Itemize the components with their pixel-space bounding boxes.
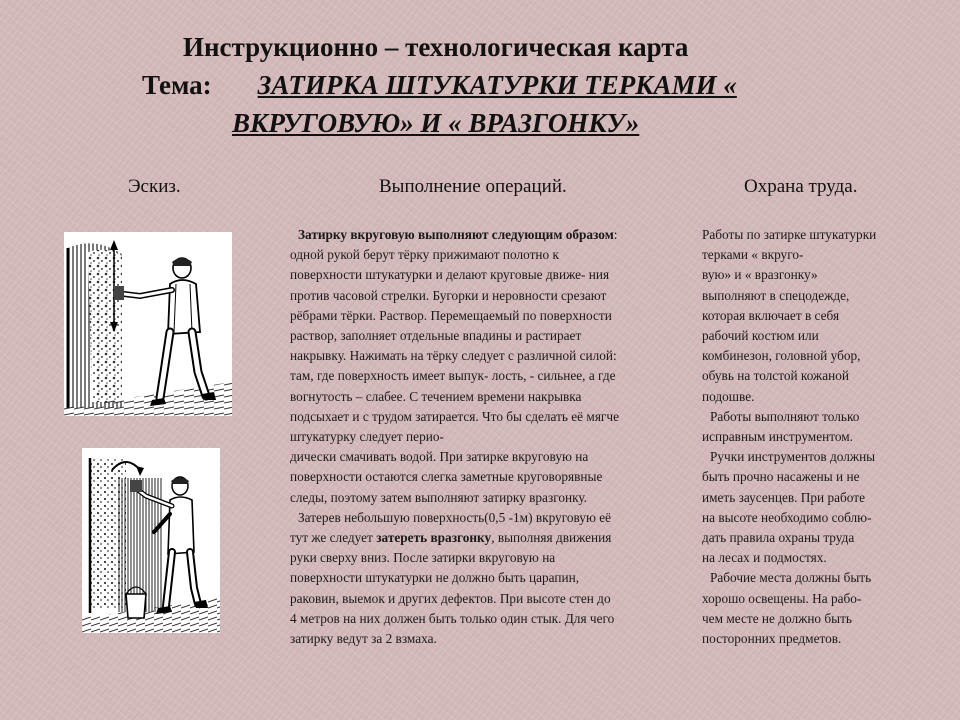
safety-line: подошве. xyxy=(702,388,755,404)
safety-line: выполняют в спецодежде, xyxy=(702,287,850,303)
operations-line: затирку ведут за 2 взмаха. xyxy=(290,631,437,647)
column-header-operations: Выполнение операций. xyxy=(379,176,567,197)
operations-line: руки сверху вниз. После затирки вкруговую на xyxy=(290,550,556,566)
operations-paragraph-1-head: Затирку вкруговую выполняют следующим образом: xyxy=(298,227,618,242)
safety-line: Рабочие места должны быть xyxy=(710,570,872,586)
safety-line: Работы по затирке штукатурки xyxy=(702,227,877,242)
safety-line: иметь заусенцев. При работе xyxy=(702,489,865,505)
column-header-safety: Охрана труда. xyxy=(744,176,858,197)
page-title: Инструкционно – технологическая карта xyxy=(183,32,689,62)
operations-line: там, где поверхность имеет выпук- лость, - сильнее, а где xyxy=(290,368,616,384)
safety-line: рабочий костюм или xyxy=(702,328,819,344)
safety-line: терками « вкруго- xyxy=(702,247,804,263)
column-header-sketch: Эскиз. xyxy=(128,176,181,197)
safety-line: которая включает в себя xyxy=(702,307,840,323)
operations-line: раствор, заполняет отдельные впадины и растирает xyxy=(290,328,582,344)
safety-line: комбинезон, головной убор, xyxy=(702,348,861,364)
safety-line: чем месте не должно быть xyxy=(702,610,852,626)
operations-line: поверхности штукатурки и делают круговые движе- ния xyxy=(290,267,610,283)
safety-line: на лесах и подмостях. xyxy=(702,550,827,566)
safety-line: вую» и « вразгонку» xyxy=(702,267,818,283)
sketch-vertical-rubbing-drawing xyxy=(82,448,220,633)
safety-line: хорошо освещены. На рабо- xyxy=(702,590,862,606)
operations-line: раковин, выемок и других дефектов. При высоте стен до xyxy=(290,590,611,606)
topic-line xyxy=(142,70,737,101)
operations-text xyxy=(290,225,690,649)
operations-bold-lead: Затирку вкруговую выполняют следующим образом xyxy=(298,227,614,242)
operations-line: одной рукой берут тёрку прижимают полотно к xyxy=(290,247,559,263)
sketch-circular-rubbing-drawing xyxy=(64,232,232,416)
operations-line: рёбрами тёрки. Раствор. Перемещаемый по поверхности xyxy=(290,307,612,323)
safety-line: быть прочно насажены и не xyxy=(702,469,860,485)
operations-line: следы, поэтому затем выполняют затирку вразгонку. xyxy=(290,489,587,505)
operations-paragraph-2-head: Затерев небольшую поверхность(0,5 -1м) вкруговую её xyxy=(298,509,612,525)
sketch-vertical-rubbing xyxy=(82,448,220,633)
safety-line: посторонних предметов. xyxy=(702,631,842,647)
operations-line-mixed: тут же следует затереть вразгонку, выполняя движения xyxy=(290,530,612,546)
safety-text xyxy=(702,225,932,649)
safety-line: дать правила охраны труда xyxy=(702,530,855,546)
topic-label: Тема: xyxy=(142,70,212,100)
topic-text-part1: ЗАТИРКА ШТУКАТУРКИ ТЕРКАМИ « xyxy=(257,70,737,100)
safety-line: исправным инструментом. xyxy=(702,429,854,445)
sketch-circular-rubbing xyxy=(64,232,232,416)
operations-line: подсыхает и с трудом затирается. Что бы сделать её мягче xyxy=(290,408,619,424)
operations-line: вогнутость – слабее. С течением времени накрывка xyxy=(290,388,582,404)
topic-text-part2: ВКРУГОВУЮ» И « ВРАЗГОНКУ» xyxy=(232,108,640,138)
safety-line: обувь на толстой кожаной xyxy=(702,368,850,384)
operations-line: дически смачивать водой. При затирке вкруговую на xyxy=(290,449,589,465)
operations-line: штукатурку следует перио- xyxy=(290,429,444,445)
safety-line: Работы выполняют только xyxy=(710,408,860,424)
safety-line: на высоте необходимо соблю- xyxy=(702,509,872,525)
operations-line: 4 метров на них должен быть только один стык. Для чего xyxy=(290,610,615,626)
operations-line: накрывку. Нажимать на тёрку следует с различной силой: xyxy=(290,348,617,364)
operations-line: против часовой стрелки. Бугорки и неровности срезают xyxy=(290,287,607,303)
operations-line: поверхности остаются слегка заметные круговорявные xyxy=(290,469,603,485)
operations-bold-term: затереть вразгонку xyxy=(376,530,492,546)
operations-line: поверхности штукатурки не должно быть царапин, xyxy=(290,570,580,586)
safety-line: Ручки инструментов должны xyxy=(710,449,876,465)
